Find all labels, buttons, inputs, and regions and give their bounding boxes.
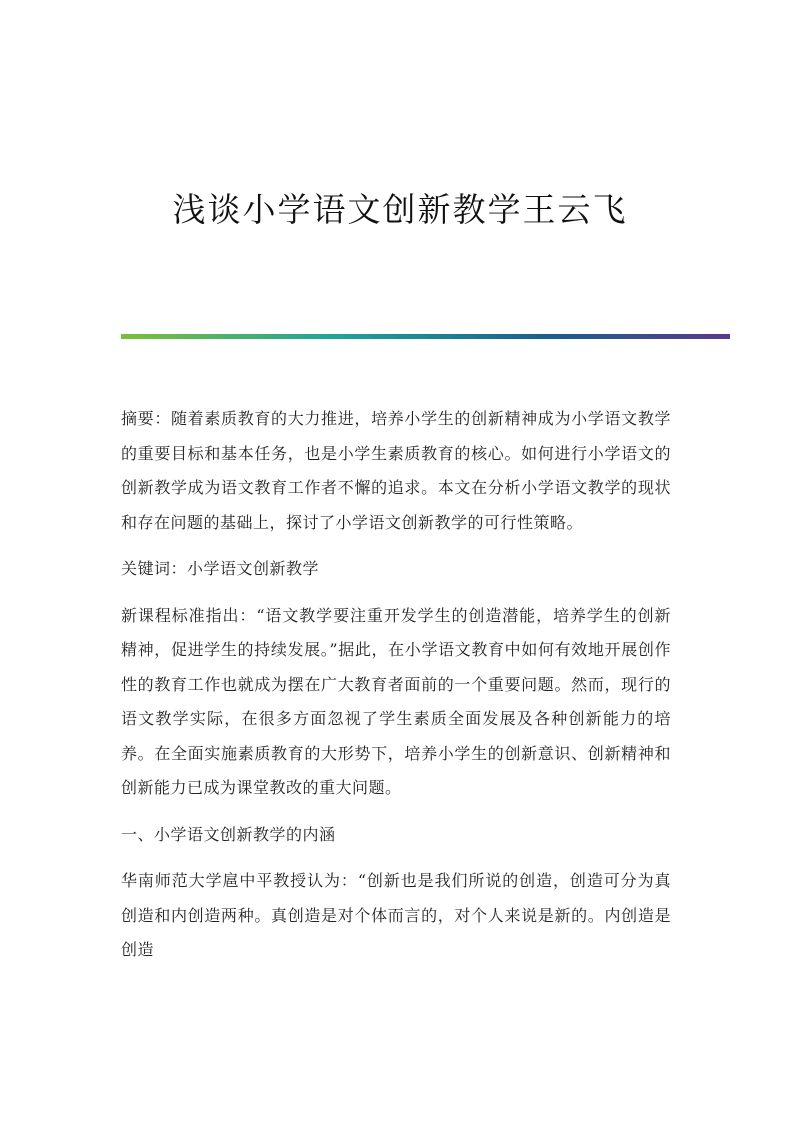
keywords-paragraph: 关键词：小学语文创新教学 <box>121 559 320 578</box>
intro-paragraph: 新课程标准指出：“语文教学要注重开发学生的创造潜能，培养学生的创新精神，促进学生的持续发展。”据此，在小学语文教育中如何有效地开展创作性的教育工作也就成为摆在广大教育者面前的一个重要问题。然而，现行的语文教学实际，在很多方面忽视了学生素质全面发展及各种创新能力的培养。在全面实施素质教育的大形势下，培养小学生的创新意识、创新精神和创新能力已成为课堂教改的重大问题。 <box>121 605 671 797</box>
document-body <box>121 402 671 980</box>
page-title: 浅谈小学语文创新教学王云飞 <box>172 190 628 229</box>
body-paragraph: 华南师范大学扈中平教授认为：“创新也是我们所说的创造，创造可分为真创造和内创造两种。真创造是对个体而言的，对个人来说是新的。内创造是创造 <box>121 871 671 959</box>
title-divider <box>121 334 730 339</box>
section-heading-1: 一、小学语文创新教学的内涵 <box>121 824 336 844</box>
abstract-paragraph: 摘要：随着素质教育的大力推进，培养小学生的创新精神成为小学语文教学的重要目标和基本任务，也是小学生素质教育的核心。如何进行小学语文的创新教学成为语文教育工作者不懈的追求。本文在分析小学语文教学的现状和存在问题的基础上，探讨了小学语文创新教学的可行性策略。 <box>121 409 671 532</box>
